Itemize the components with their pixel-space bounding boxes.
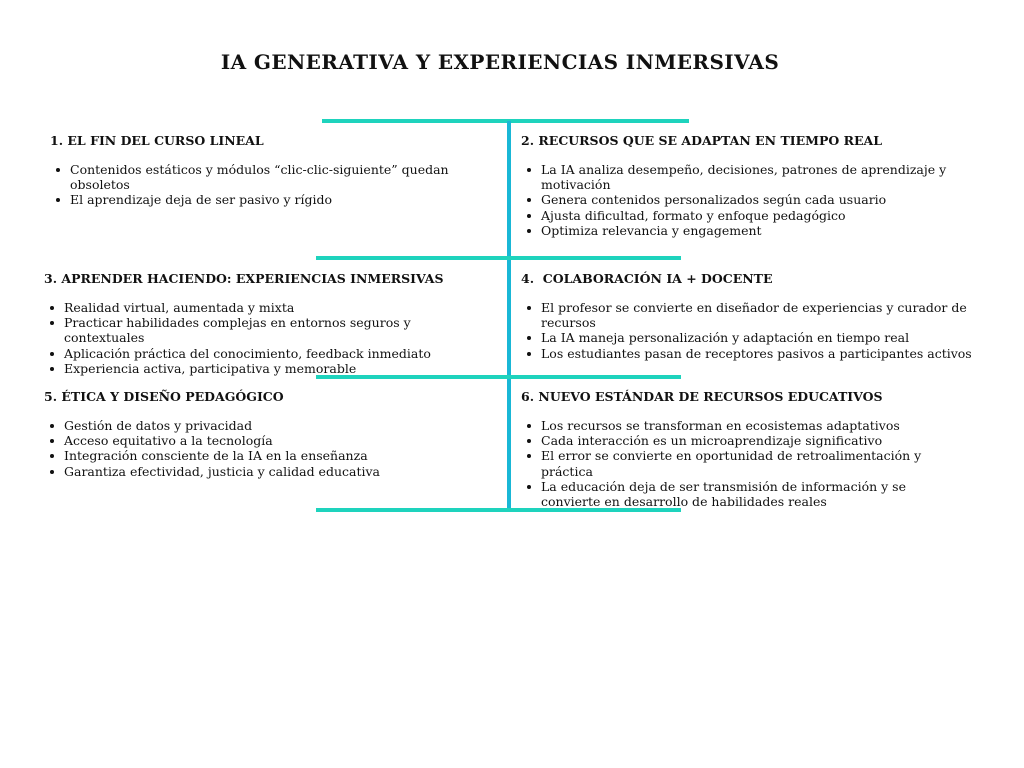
list-item: Acceso equitativo a la tecnología [44, 433, 494, 448]
list-item: El profesor se convierte en diseñador de experiencias y curador de recursos [521, 300, 996, 330]
list-item: Garantiza efectividad, justicia y calidad educativa [44, 464, 494, 479]
list-item: Experiencia activa, participativa y memorable [44, 361, 494, 376]
list-item: Gestión de datos y privacidad [44, 418, 494, 433]
divider-line-top [322, 119, 689, 123]
divider-line-row1 [316, 256, 681, 260]
section-heading: 5. ÉTICA Y DISEÑO PEDAGÓGICO [44, 389, 284, 404]
bullet-list [521, 300, 996, 361]
bullet-list [521, 418, 961, 509]
section-1 [50, 133, 490, 208]
list-item: Los recursos se transforman en ecosistemas adaptativos [521, 418, 961, 433]
list-item: La educación deja de ser transmisión de información y se convierte en desarrollo de habilidades reales [521, 479, 961, 509]
list-item: La IA maneja personalización y adaptación en tiempo real [521, 330, 996, 345]
section-3 [44, 271, 494, 376]
section-heading: 1. EL FIN DEL CURSO LINEAL [50, 133, 264, 148]
section-2 [521, 133, 996, 238]
list-item: Aplicación práctica del conocimiento, feedback inmediato [44, 346, 494, 361]
section-6 [521, 389, 961, 509]
list-item: Optimiza relevancia y engagement [521, 223, 996, 238]
bullet-list [44, 418, 494, 479]
list-item: Contenidos estáticos y módulos “clic-clic-siguiente” quedan obsoletos [50, 162, 490, 192]
bullet-list [521, 162, 996, 238]
list-item: Realidad virtual, aumentada y mixta [44, 300, 494, 315]
section-heading: 4. COLABORACIÓN IA + DOCENTE [521, 271, 773, 286]
section-4 [521, 271, 996, 361]
list-item: Practicar habilidades complejas en entornos seguros y contextuales [44, 315, 494, 345]
list-item: Ajusta dificultad, formato y enfoque pedagógico [521, 208, 996, 223]
list-item: La IA analiza desempeño, decisiones, patrones de aprendizaje y motivación [521, 162, 996, 192]
list-item: El error se convierte en oportunidad de retroalimentación y práctica [521, 448, 961, 478]
page-title: IA GENERATIVA Y EXPERIENCIAS INMERSIVAS [220, 50, 780, 74]
list-item: Genera contenidos personalizados según cada usuario [521, 192, 996, 207]
bullet-list [44, 300, 494, 376]
section-heading: 6. NUEVO ESTÁNDAR DE RECURSOS EDUCATIVOS [521, 389, 883, 404]
section-5 [44, 389, 494, 479]
list-item: Cada interacción es un microaprendizaje significativo [521, 433, 961, 448]
list-item: El aprendizaje deja de ser pasivo y rígido [50, 192, 490, 207]
section-heading: 3. APRENDER HACIENDO: EXPERIENCIAS INMERSIVAS [44, 271, 444, 286]
list-item: Integración consciente de la IA en la enseñanza [44, 448, 494, 463]
divider-line-vertical [507, 121, 511, 510]
list-item: Los estudiantes pasan de receptores pasivos a participantes activos [521, 346, 996, 361]
section-heading: 2. RECURSOS QUE SE ADAPTAN EN TIEMPO REAL [521, 133, 883, 148]
bullet-list [50, 162, 490, 208]
